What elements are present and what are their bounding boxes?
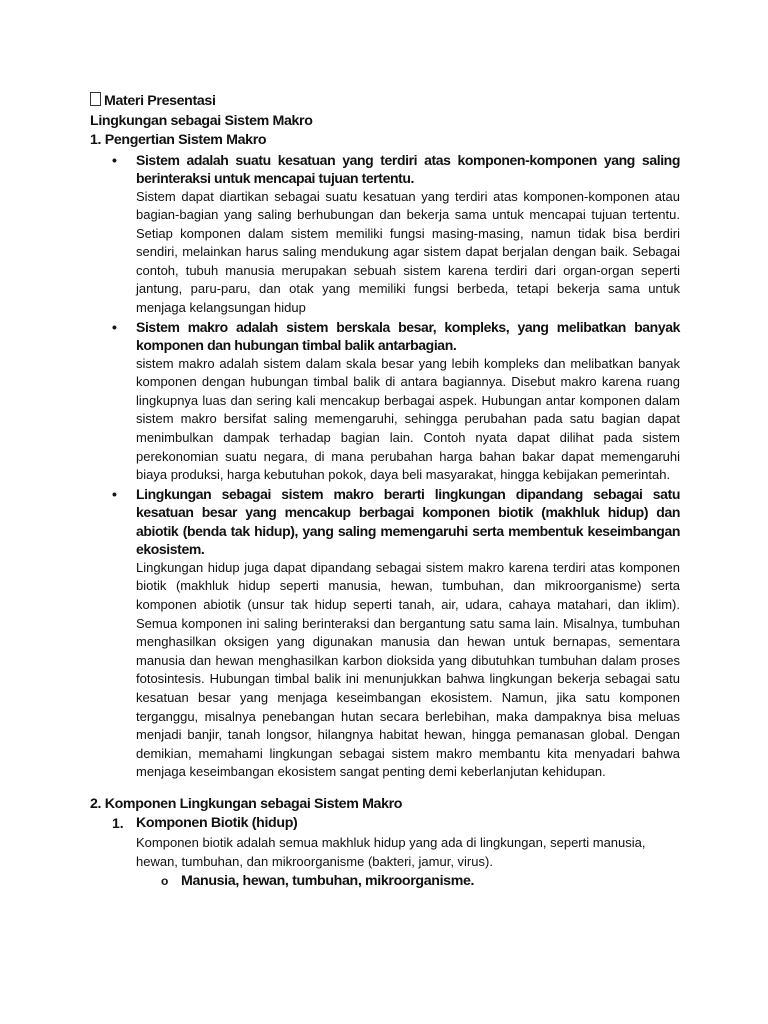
sub-item-text: Manusia, hewan, tumbuhan, mikroorganisme. [181, 873, 475, 890]
bullet-item [90, 318, 680, 485]
bullet-icon: • [112, 151, 117, 168]
missing-glyph-icon [90, 92, 101, 106]
bullet-body: sistem makro adalah sistem dalam skala besar yang lebih kompleks dan melibatkan banyak komponen dengan hubungan timbal balik di antara bagiannya. Disebut makro karena ruang lingkupnya luas dan sering kali mencakup berbagai aspek. Hubungan antar komponen dalam sistem makro bersifat saling memengaruhi, sehingga perubahan pada satu bagian dapat menimbulkan dampak terhadap bagian lain. Contoh nyata dapat dilihat pada sistem perekonomian suatu negara, di mana perubahan harga bahan bakar dapat memengaruhi biaya produksi, harga kebutuhan pokok, daya beli masyarakat, hingga kebijakan pemerintah. [136, 355, 680, 483]
section-1-bullet-list [90, 151, 680, 782]
bullet-icon: • [112, 318, 117, 335]
numbered-item-title: Komponen Biotik (hidup) [136, 815, 298, 832]
section-2-title: 2. Komponen Lingkungan sebagai Sistem Makro [90, 795, 403, 812]
bullet-item [90, 151, 680, 318]
item-number: 1. [112, 815, 124, 832]
numbered-item [90, 814, 680, 891]
section-spacer [90, 782, 680, 795]
section-2-numbered-list [90, 814, 680, 891]
bullet-body: Lingkungan hidup juga dapat dipandang sebagai sistem makro karena terdiri atas komponen biotik (makhluk hidup seperti manusia, hewan, tumbuhan, dan mikroorganisme) serta komponen abiotik (unsur tak hidup seperti tanah, air, udara, cahaya matahari, dan iklim). Semua komponen ini saling berinteraksi dan bergantung satu sama lain. Misalnya, tumbuhan menghasilkan oksigen yang digunakan manusia dan hewan untuk bernapas, sementara manusia dan hewan menghasilkan karbon dioksida yang dibutuhkan tumbuhan dalam proses fotosintesis. Hubungan timbal balik ini menunjukkan bahwa lingkungan bekerja sebagai satu kesatuan besar yang menjaga keseimbangan ekosistem. Namun, jika satu komponen terganggu, misalnya penebangan hutan secara berlebihan, maka dampaknya bisa meluas menjadi banjir, tanah longsor, hilangnya habitat hewan, hingga pemanasan global. Dengan demikian, memahami lingkungan sebagai sistem makro membantu kita menyadari bahwa menjaga keseimbangan ekosistem sangat penting demi keberlanjutan kehidupan. [136, 559, 680, 780]
presentation-heading [90, 92, 680, 112]
sub-bullet-icon: o [161, 874, 169, 889]
document-content [90, 92, 680, 892]
bullet-item [90, 485, 680, 782]
sub-list-item [136, 872, 680, 892]
presentation-subheading: Lingkungan sebagai Sistem Makro [90, 112, 313, 129]
bullet-title: Lingkungan sebagai sistem makro berarti lingkungan dipandang sebagai satu kesatuan besar yang mencakup berbagai komponen biotik (makhluk hidup) dan abiotik (benda tak hidup), yang saling memengaruhi serta membentuk keseimbangan ekosistem. [136, 485, 680, 558]
bullet-body: Sistem dapat diartikan sebagai suatu kesatuan yang terdiri atas komponen-komponen atau bagian-bagian yang saling berhubungan dan bekerja sama untuk mencapai tujuan tertentu. Setiap komponen dalam sistem memiliki fungsi masing-masing, namun tidak bisa berdiri sendiri, melainkan harus saling mendukung agar sistem dapat berjalan dengan baik. Sebagai contoh, tubuh manusia merupakan sebuah sistem karena terdiri dari organ-organ seperti jantung, paru-paru, dan otak yang memiliki fungsi berbeda, tetapi bekerja sama untuk menjaga kelangsungan hidup [136, 188, 680, 316]
bullet-title: Sistem adalah suatu kesatuan yang terdiri atas komponen-komponen yang saling berinteraksi untuk mencapai tujuan tertentu. [136, 151, 680, 186]
numbered-item-body: Komponen biotik adalah semua makhluk hidup yang ada di lingkungan, seperti manusia, hewan, tumbuhan, dan mikroorganisme (bakteri, jamur, virus). [136, 834, 646, 869]
presentation-heading-text: Materi Presentasi [104, 93, 216, 109]
bullet-icon: • [112, 485, 117, 502]
bullet-title: Sistem makro adalah sistem berskala besar, kompleks, yang melibatkan banyak komponen dan hubungan timbal balik antarbagian. [136, 318, 680, 354]
section-1-title: 1. Pengertian Sistem Makro [90, 132, 267, 148]
